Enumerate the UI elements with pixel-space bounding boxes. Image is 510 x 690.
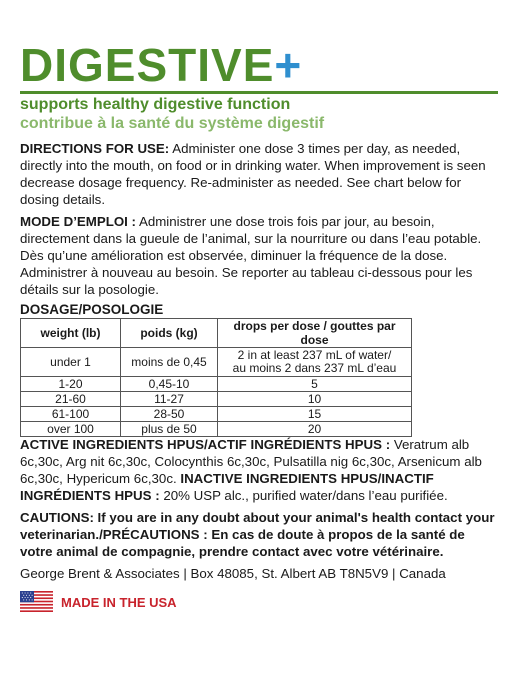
mode-emploi-label: MODE D’EMPLOI : xyxy=(20,214,136,229)
table-cell: 20 xyxy=(218,422,412,437)
table-row xyxy=(21,422,412,437)
table-header-row xyxy=(21,319,412,348)
title-main: DIGESTIVE xyxy=(20,39,275,91)
directions-paragraph xyxy=(20,140,496,208)
table-cell: moins de 0,45 xyxy=(121,348,218,377)
table-header-weight: weight (lb) xyxy=(21,319,121,348)
table-cell: 61-100 xyxy=(21,407,121,422)
active-ingredients-label: ACTIVE INGREDIENTS HPUS/ACTIF INGRÉDIENTS HPUS : xyxy=(20,437,391,452)
table-cell: 0,45-10 xyxy=(121,377,218,392)
inactive-ingredients-label: INACTIVE INGREDIENTS HPUS/INACTIF INGRÉDIENTS HPUS : xyxy=(20,471,434,503)
table-header-drops: drops per dose / gouttes par dose xyxy=(218,319,412,348)
directions-label: DIRECTIONS FOR USE: xyxy=(20,141,170,156)
dosage-heading: DOSAGE/POSOLOGIE xyxy=(20,302,164,317)
mode-emploi-paragraph xyxy=(20,213,496,298)
table-cell: over 100 xyxy=(21,422,121,437)
table-cell-line: 2 in at least 237 mL of water/ xyxy=(237,348,392,362)
dosage-table xyxy=(20,318,412,437)
made-in-usa-text: MADE IN THE USA xyxy=(61,595,177,610)
product-title xyxy=(20,40,302,90)
title-divider xyxy=(20,91,498,94)
mode-emploi-text: Administrer une dose trois fois par jour, au besoin, directement dans la gueule de l’animal, sur la nourriture ou dans l’eau potable. Dès qu’une amélioration est observée, diminuer la fréquence de la dose. Administrer à nouveau au besoin. Se reporter au tableau ci-dessous pour les détails sur la posologie. xyxy=(20,214,482,297)
company-address: George Brent & Associates | Box 48085, St. Albert AB T8N5V9 | Canada xyxy=(20,566,446,581)
table-cell: under 1 xyxy=(21,348,121,377)
table-row xyxy=(21,348,412,377)
table-cell: 11-27 xyxy=(121,392,218,407)
table-header-poids: poids (kg) xyxy=(121,319,218,348)
inactive-ingredients-text: 20% USP alc., purified water/dans l’eau purifiée. xyxy=(159,488,448,503)
directions-text: Administer one dose 3 times per day, as needed, directly into the mouth, on food or in drinking water. When improvement is seen decrease dosage frequency. Re-administer as needed. See chart below for dosing details. xyxy=(20,141,486,207)
table-row xyxy=(21,377,412,392)
subtitle-english: supports healthy digestive function xyxy=(20,96,291,113)
table-cell: plus de 50 xyxy=(121,422,218,437)
active-ingredients-text: Veratrum alb 6c,30c, Arg nit 6c,30c, Colocynthis 6c,30c, Pulsatilla nig 6c,30c, Arsenicum alb 6c,30c, Hypericum 6c,30c. xyxy=(20,437,482,486)
table-row xyxy=(21,392,412,407)
subtitle-french: contribue à la santé du système digestif xyxy=(20,115,325,132)
table-cell: 1-20 xyxy=(21,377,121,392)
table-cell xyxy=(218,348,412,377)
table-cell: 15 xyxy=(218,407,412,422)
cautions-paragraph: CAUTIONS: If you are in any doubt about your animal's health contact your veterinarian./PRÉCAUTIONS : En cas de doute à propos de la santé de votre animal de compagnie, prendre contact avec votre vétérinaire. xyxy=(20,510,495,559)
ingredients-paragraph xyxy=(20,436,496,504)
table-row xyxy=(21,407,412,422)
table-cell: 28-50 xyxy=(121,407,218,422)
table-cell: 5 xyxy=(218,377,412,392)
title-plus: + xyxy=(274,39,303,91)
table-cell-line: au moins 2 dans 237 mL d’eau xyxy=(232,361,397,375)
us-flag-icon xyxy=(20,591,53,612)
table-cell: 21-60 xyxy=(21,392,121,407)
table-cell: 10 xyxy=(218,392,412,407)
